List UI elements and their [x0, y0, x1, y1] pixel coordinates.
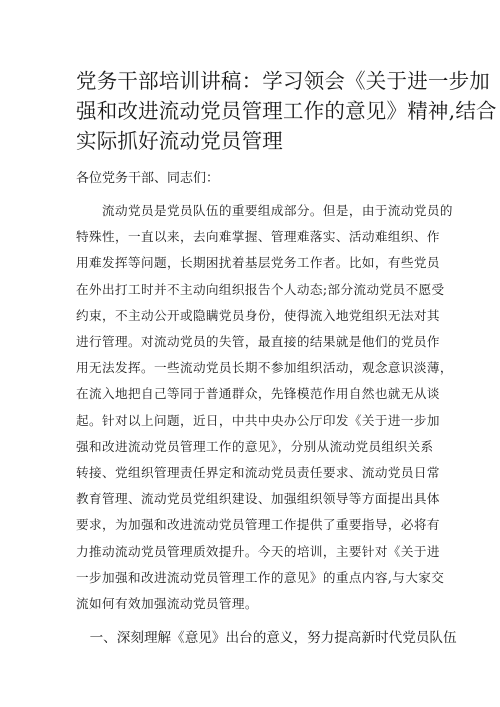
paragraph-line: 特殊性，一直以来，去向难掌握、管理难落实、活动难组织、作: [76, 229, 440, 245]
title-line: 党务干部培训讲稿：学习领会《关于进一步加: [76, 69, 490, 93]
paragraph-line: 转接、党组织管理责任界定和流动党员责任要求、流动党员日常: [76, 465, 440, 481]
paragraph-line: 流如何有效加强流动党员管理。: [76, 596, 258, 612]
paragraph-line: 用无法发挥。一些流动党员长期不参加组织活动，观念意识淡薄，: [76, 360, 453, 376]
paragraph-line: 一步加强和改进流动党员管理工作的意见》的重点内容,与大家交: [76, 569, 445, 585]
paragraph-line: 进行管理。对流动党员的失管，最直接的结果就是他们的党员作: [76, 334, 440, 350]
body-paragraph: [76, 198, 453, 617]
title-line: 实际抓好流动党员管理: [76, 129, 283, 153]
salutation: 各位党务干部、同志们：: [76, 171, 220, 186]
paragraph-line: 教育管理、流动党员党组织建设、加强组织领导等方面提出具体: [76, 491, 440, 507]
paragraph-line: 在流入地把自己等同于普通群众，先锋模范作用自然也就无从谈: [76, 386, 440, 402]
section-heading: 一、深刻理解《意见》出台的意义，努力提高新时代党员队伍: [76, 630, 457, 647]
document-title: [76, 66, 497, 156]
paragraph-line: 强和改进流动党员管理工作的意见》，分别从流动党员组织关系: [76, 438, 434, 454]
paragraph-line: 流动党员是党员队伍的重要组成部分。但是，由于流动党员的: [76, 203, 453, 218]
paragraph-line: 在外出打工时并不主动向组织报告个人动态;部分流动党员不愿受: [76, 281, 445, 297]
paragraph-line: 约束，不主动公开或隐瞒党员身份，使得流入地党组织无法对其: [76, 307, 440, 323]
paragraph-line: 要求，为加强和改进流动党员管理工作提供了重要指导，必将有: [76, 517, 440, 533]
paragraph-line: 用难发挥等问题，长期困扰着基层党务工作者。比如，有些党员: [76, 255, 440, 271]
paragraph-line: 起。针对以上问题，近日，中共中央办公厅印发《关于进一步加: [76, 412, 440, 428]
title-line: 强和改进流动党员管理工作的意见》精神,结合: [76, 99, 497, 123]
paragraph-line: 力推动流动党员管理质效提升。今天的培训，主要针对《关于进: [76, 543, 440, 559]
